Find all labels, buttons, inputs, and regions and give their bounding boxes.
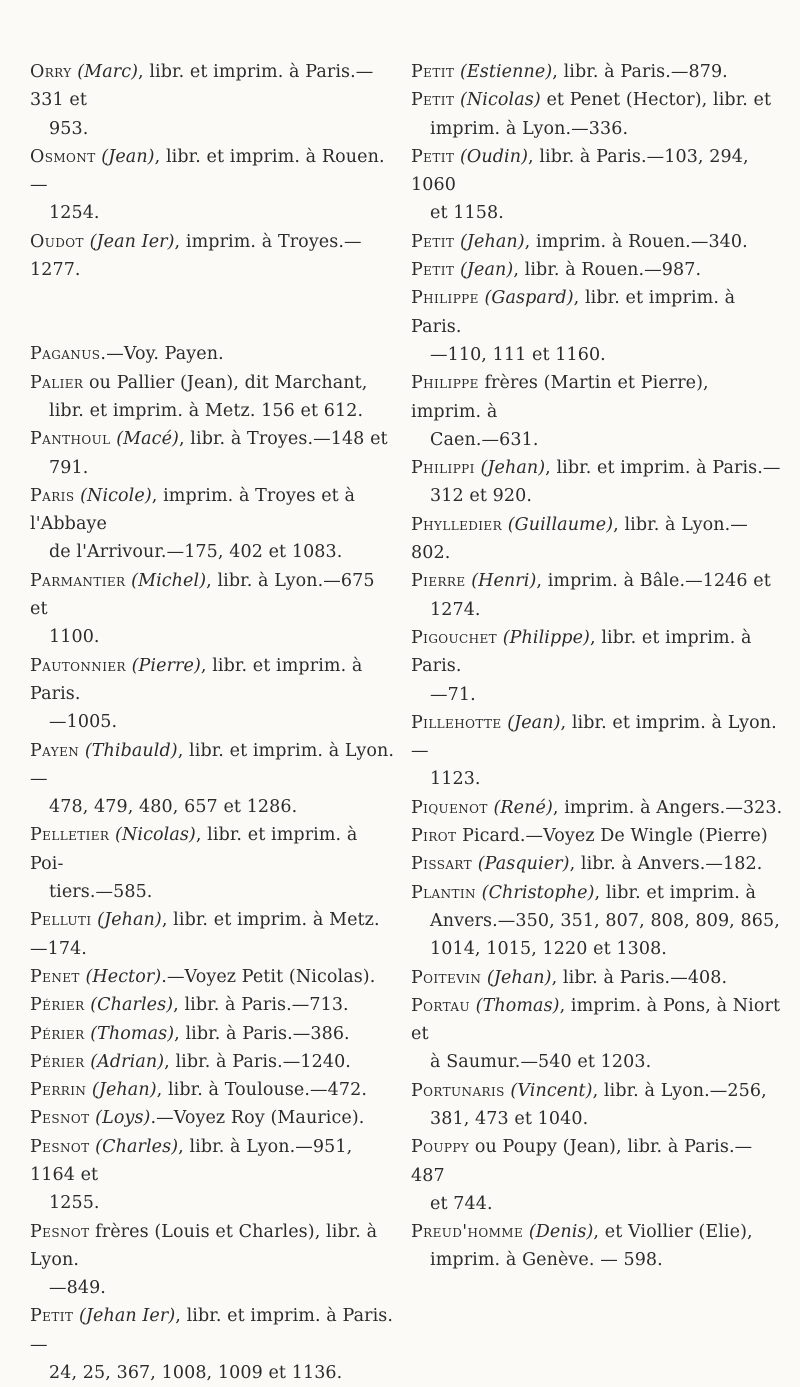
index-entry — [411, 228, 783, 256]
entry-text: , imprim. à Angers.—323. — [552, 797, 783, 818]
index-entry — [411, 850, 783, 878]
entry-surname: Pierre — [411, 571, 466, 592]
entry-given-name: (Hector) — [85, 966, 162, 987]
entry-continuation: —849. — [49, 1278, 106, 1299]
entry-text: , et Viollier (Elie), — [593, 1222, 753, 1243]
entry-surname: Philippe — [411, 373, 479, 394]
entry-given-name: (Jean Ier) — [89, 231, 175, 252]
entry-continuation: 1123. — [430, 769, 481, 790]
entry-given-name: (Thibauld) — [84, 740, 178, 761]
entry-surname: Paganus. — [30, 344, 107, 365]
entry-text: , libr. et imprim. à Paris.—331 et — [30, 62, 374, 111]
entry-given-name: (Jehan Ier) — [78, 1306, 176, 1327]
index-entry — [411, 454, 783, 511]
index-entry — [30, 1104, 396, 1132]
index-entry — [411, 992, 783, 1077]
index-entry — [30, 906, 396, 963]
entry-surname: Osmont — [30, 146, 96, 167]
index-entry — [30, 340, 396, 368]
index-entry — [30, 425, 396, 482]
entry-text: , libr. à Paris.—1240. — [164, 1051, 351, 1072]
entry-text: frères (Louis et Charles), libr. à Lyon. — [30, 1221, 378, 1270]
entry-given-name: (Guillaume) — [507, 514, 614, 535]
index-entry — [30, 737, 396, 822]
entry-surname: Perrin — [30, 1080, 87, 1101]
index-entry — [30, 963, 396, 991]
entry-given-name: (Estienne) — [459, 62, 553, 82]
index-entry — [30, 567, 396, 652]
entry-surname: Petit — [411, 146, 455, 167]
entry-given-name: (René) — [493, 797, 553, 818]
entry-given-name: (Denis) — [528, 1222, 594, 1243]
entry-continuation: Anvers.—350, 351, 807, 808, 809, 865, — [430, 910, 780, 931]
entry-text: .—Voyez Roy (Maurice). — [150, 1108, 365, 1129]
entry-given-name: (Loys) — [95, 1108, 151, 1129]
index-entry — [411, 879, 783, 964]
entry-surname: Périer — [30, 995, 85, 1016]
entry-continuation: 953. — [49, 118, 89, 139]
entry-continuation: imprim. à Genève. — 598. — [430, 1250, 663, 1271]
entry-surname: Petit — [411, 90, 455, 111]
entry-surname: Penet — [30, 966, 80, 987]
entry-continuation: 1255. — [49, 1193, 100, 1214]
entry-text: , libr. et imprim. à Poi- — [30, 825, 358, 874]
entry-text: , libr. et imprim. à Paris. — [30, 655, 363, 704]
entry-text: , libr. et imprim. à Metz.—174. — [30, 910, 380, 959]
entry-given-name: (Pierre) — [131, 655, 201, 676]
entry-given-name: (Michel) — [131, 570, 207, 591]
entry-text: , imprim. à Rouen.—340. — [524, 231, 748, 252]
entry-text: , libr. à Lyon.—802. — [411, 514, 748, 564]
index-entry — [411, 567, 783, 624]
entry-surname: Phylledier — [411, 514, 503, 535]
entry-given-name: (Thomas) — [475, 995, 560, 1016]
entry-given-name: (Vincent) — [510, 1080, 593, 1101]
entry-text: , libr. à Paris.—386. — [174, 1023, 350, 1044]
entry-surname: Portau — [411, 995, 470, 1016]
entry-continuation: à Saumur.—540 et 1203. — [430, 1052, 652, 1073]
entry-given-name: (Jean) — [507, 712, 561, 733]
entry-given-name: (Oudin) — [459, 146, 529, 167]
entry-text: , libr. à Toulouse.—472. — [156, 1080, 367, 1101]
entry-surname: Piquenot — [411, 797, 488, 818]
entry-text: .—Voyez Petit (Nicolas). — [161, 966, 376, 987]
entry-text: , libr. à Paris.—408. — [551, 967, 728, 988]
entry-text: ou Pallier (Jean), dit Marchant, — [83, 372, 368, 393]
entry-continuation: tiers.—585. — [49, 882, 153, 903]
index-entry — [411, 143, 783, 228]
entry-surname: Preud'homme — [411, 1222, 524, 1243]
entry-text: , libr. à Lyon.—256, — [592, 1080, 767, 1101]
entry-surname: Périer — [30, 1023, 85, 1044]
index-entry — [411, 284, 783, 369]
entry-continuation: Caen.—631. — [430, 429, 539, 450]
entry-surname: Poitevin — [411, 967, 482, 988]
entry-surname: Portunaris — [411, 1080, 505, 1101]
entry-text: , libr. à Rouen.—987. — [513, 260, 702, 281]
entry-text: , libr. à Paris.—103, 294, 1060 — [411, 146, 749, 196]
left-column — [30, 58, 396, 1387]
index-entry — [411, 822, 783, 850]
entry-given-name: (Marc) — [77, 62, 139, 82]
index-entry — [411, 1077, 783, 1134]
entry-surname: Pirot — [411, 826, 457, 847]
entry-continuation: 1254. — [49, 203, 100, 224]
entry-text: , libr. à Paris.—879. — [552, 62, 728, 82]
entry-text: , libr. à Lyon.—675 et — [30, 570, 375, 620]
index-entry — [30, 58, 396, 143]
entry-surname: Parmantier — [30, 570, 126, 591]
index-entry — [411, 709, 783, 794]
entry-text: , libr. et imprim. à Paris. — [411, 288, 736, 337]
entry-text: , libr. et imprim. à Lyon.— — [30, 740, 395, 789]
index-entry — [30, 482, 396, 567]
entry-continuation: et 744. — [430, 1193, 493, 1214]
index-entry — [411, 624, 783, 709]
entry-given-name: (Gaspard) — [484, 288, 574, 309]
entry-given-name: (Jehan) — [97, 910, 162, 931]
index-entry — [411, 1218, 783, 1275]
entry-surname: Petit — [411, 260, 455, 281]
entry-surname: Petit — [411, 62, 455, 82]
entry-text: , libr. et imprim. à Lyon.— — [411, 712, 777, 762]
entry-continuation: libr. et imprim. à Metz. 156 et 612. — [49, 400, 364, 421]
entry-text: , imprim. à Bâle.—1246 et — [536, 571, 771, 592]
entry-continuation: et 1158. — [430, 203, 504, 224]
index-entry — [30, 1218, 396, 1303]
entry-continuation: de l'Arrivour.—175, 402 et 1083. — [49, 542, 343, 563]
entry-given-name: (Christophe) — [481, 882, 595, 903]
entry-given-name: (Macé) — [116, 429, 179, 450]
entry-surname: Orry — [30, 62, 72, 82]
entry-surname: Philippi — [411, 458, 475, 479]
entry-given-name: (Jehan) — [459, 231, 525, 252]
entry-given-name: (Charles) — [95, 1136, 179, 1157]
entry-text: Picard.—Voyez De Wingle (Pierre) — [456, 826, 768, 847]
index-entry — [411, 86, 783, 143]
entry-continuation: —71. — [430, 684, 476, 705]
entry-text: , libr. à Paris.—713. — [173, 995, 349, 1016]
entry-given-name: (Nicole) — [80, 485, 152, 506]
index-entry — [30, 143, 396, 228]
entry-surname: Pautonnier — [30, 655, 126, 676]
entry-surname: Pelletier — [30, 825, 110, 846]
entry-continuation: imprim. à Lyon.—336. — [430, 118, 629, 139]
entry-surname: Panthoul — [30, 429, 111, 450]
entry-text: , libr. à Troyes.—148 et — [178, 429, 388, 450]
index-entry — [30, 652, 396, 737]
entry-given-name: (Jean) — [459, 260, 514, 281]
entry-text: , libr. à Lyon.—951, 1164 et — [30, 1136, 353, 1185]
index-entry — [30, 1302, 396, 1387]
entry-surname: Pouppy — [411, 1137, 470, 1158]
index-entry — [411, 511, 783, 568]
entry-continuation: —1005. — [49, 712, 118, 733]
entry-continuation: 381, 473 et 1040. — [430, 1108, 589, 1129]
entry-continuation: —110, 111 et 1160. — [430, 344, 606, 365]
index-entry — [411, 369, 783, 454]
index-entry — [411, 58, 783, 86]
entry-given-name: (Thomas) — [90, 1023, 175, 1044]
entry-text: frères (Martin et Pierre), imprim. à — [411, 373, 709, 422]
entry-continuation: 1100. — [49, 627, 100, 648]
entry-text: , libr. et imprim. à Paris. — [411, 627, 752, 677]
entry-surname: Philippe — [411, 288, 479, 309]
index-entry — [411, 256, 783, 284]
entry-given-name: (Nicolas) — [459, 90, 541, 111]
entry-given-name: (Henri) — [471, 571, 537, 592]
entry-text: , libr. et imprim. à Rouen.— — [30, 146, 385, 196]
entry-surname: Pissart — [411, 854, 473, 875]
entry-given-name: (Charles) — [90, 995, 174, 1016]
entry-surname: Petit — [411, 231, 455, 252]
entry-surname: Pesnot — [30, 1108, 90, 1129]
index-entry — [30, 228, 396, 285]
entry-given-name: (Pasquier) — [477, 854, 570, 875]
index-entry — [30, 1020, 396, 1048]
entry-text: , libr. et imprim. à — [594, 882, 757, 903]
entry-surname: Pelluti — [30, 910, 92, 931]
entry-text: ou Poupy (Jean), libr. à Paris.—487 — [411, 1137, 753, 1186]
index-entry — [411, 1133, 783, 1218]
entry-surname: Pillehotte — [411, 712, 502, 733]
letter-section-gap — [30, 284, 396, 340]
index-entry — [30, 821, 396, 906]
entry-surname: Pesnot — [30, 1136, 90, 1157]
entry-surname: Payen — [30, 740, 80, 761]
index-entry — [30, 991, 396, 1019]
entry-text: , libr. et imprim. à Paris.— — [30, 1306, 394, 1355]
entry-text: , libr. à Anvers.—182. — [569, 854, 763, 875]
entry-given-name: (Jehan) — [91, 1080, 157, 1101]
entry-surname: Paris — [30, 485, 75, 506]
entry-surname: Petit — [30, 1306, 74, 1327]
entry-text: , imprim. à Pons, à Niort et — [411, 995, 781, 1045]
entry-surname: Pigouchet — [411, 627, 498, 648]
index-entry — [411, 964, 783, 992]
entry-given-name: (Jehan) — [480, 458, 546, 479]
entry-given-name: (Nicolas) — [115, 825, 196, 846]
entry-given-name: (Philippe) — [502, 627, 590, 648]
entry-given-name: (Jehan) — [486, 967, 552, 988]
entry-text: , imprim. à Troyes.—1277. — [30, 231, 362, 281]
entry-continuation: 1274. — [430, 599, 481, 620]
index-entry — [30, 1076, 396, 1104]
entry-continuation: 791. — [49, 457, 89, 478]
entry-text: et Penet (Hector), libr. et — [540, 90, 772, 111]
entry-text: , imprim. à Troyes et à l'Abbaye — [30, 485, 356, 535]
index-entry — [411, 794, 783, 822]
entry-continuation: 1014, 1015, 1220 et 1308. — [430, 939, 667, 960]
index-entry — [30, 1048, 396, 1076]
entry-continuation: 312 et 920. — [430, 486, 532, 507]
entry-given-name: (Jean) — [101, 146, 155, 167]
index-entry — [30, 1133, 396, 1218]
entry-surname: Plantin — [411, 882, 476, 903]
entry-surname: Palier — [30, 372, 84, 393]
entry-continuation: 478, 479, 480, 657 et 1286. — [49, 797, 298, 818]
entry-surname: Pesnot — [30, 1221, 90, 1242]
entry-text: —Voy. Payen. — [106, 344, 224, 365]
index-entry — [30, 369, 396, 426]
entry-continuation: 24, 25, 367, 1008, 1009 et 1136. — [49, 1363, 343, 1384]
entry-given-name: (Adrian) — [90, 1051, 165, 1072]
right-column — [411, 58, 783, 1275]
entry-text: , libr. et imprim. à Paris.— — [545, 458, 781, 479]
entry-surname: Oudot — [30, 231, 84, 252]
entry-surname: Périer — [30, 1051, 85, 1072]
